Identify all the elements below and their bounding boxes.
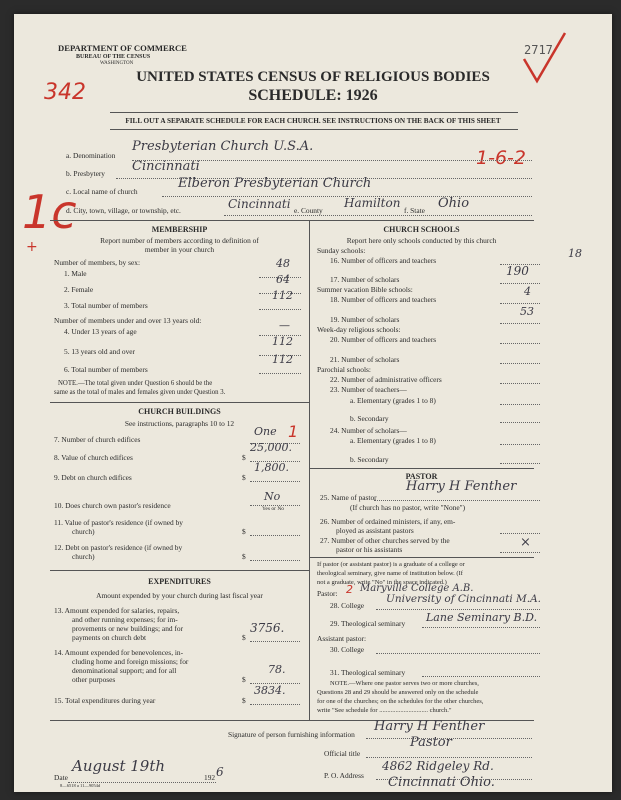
schools-intro: Report here only schools conducted by this church [346,236,497,245]
q5-label: 5. 13 years old and over [64,347,136,356]
county-label: e. County [294,206,323,215]
q10-hint: Yes or No [262,506,285,512]
q3-value: 112 [272,289,293,302]
city-label-d: d. City, town, village, or township, etc. [66,206,181,215]
red-plus-mark: + [26,239,38,255]
q6-label: 6. Total number of members [64,365,148,374]
q1-value: 48 [276,257,290,270]
date-label: Date [54,773,68,782]
red-code-right: 1-6-2 [476,147,526,169]
q25-note: (If church has no pastor, write "None") [350,503,466,512]
local-name-value: Elberon Presbyterian Church [178,176,372,191]
q24a-label: a. Elementary (grades 1 to 8) [350,436,436,445]
q19-label: 19. Number of scholars [330,315,400,324]
q7-red-value: 1 [288,422,299,441]
q24-label: 24. Number of scholars— [330,426,407,435]
q26-line-2: ployed as assistant pastors [336,526,414,535]
q30-label: 30. College [330,645,365,654]
q4-label: 4. Under 13 years of age [64,327,137,336]
city-label: WASHINGTON [100,61,134,66]
q10-value: No [264,490,281,503]
pastor-note-4: write "See schedule for .............................. church." [317,707,452,714]
q25-label: 25. Name of pastor [320,493,377,502]
q14-line-4: other purposes [72,675,116,684]
membership-intro-1: Report number of members according to definition of [100,236,259,245]
year-suffix: 6 [216,765,224,779]
address-label: P. O. Address [324,771,364,780]
state-value: Ohio [438,196,470,211]
q15-value: 3834. [254,684,286,697]
red-pastor-mark: 2 [346,583,353,596]
q18-value: 4 [524,285,531,298]
q29-value: Lane Seminary B.D. [426,611,538,624]
q12-label-1: 12. Debt on pastor's residence (if owned by [54,543,183,552]
q28-value-1: Maryville College A.B. [360,583,474,594]
pastor-note-2: Questions 28 and 29 should be answered only on the schedule [317,689,479,696]
membership-intro-2: member in your church [144,245,215,254]
q13-line-1: 13. Amount expended for salaries, repairs, [54,606,180,615]
q1-label: 1. Male [64,269,87,278]
grad-line-3: not a graduate, write "No" in the space indicated.) [317,579,447,586]
denomination-value: Presbyterian Church U.S.A. [132,139,314,154]
q13-line-3: provements or new buildings; and for [72,624,184,633]
pastor-note-1: NOTE.—Where one pastor serves two or more churches, [330,680,479,687]
address-line-2: Cincinnati Ohio. [388,775,495,790]
q20-label: 20. Number of officers and teachers [330,335,437,344]
q16-value: 18 [568,247,582,260]
q24b-label: b. Secondary [350,455,389,464]
q9-dollar: $ [242,473,246,482]
q22-label: 22. Number of administrative officers [330,375,442,384]
date-value: August 19th [72,757,166,775]
state-label: f. State [404,206,425,215]
q9-label: 9. Debt on church edifices [54,473,132,482]
assistant-sub-label: Assistant pastor: [317,634,367,643]
red-code: 342 [44,80,86,105]
expenditures-heading: EXPENDITURES [148,577,211,586]
q17-label: 17. Number of scholars [330,275,400,284]
q6-value: 112 [272,353,293,366]
q28-value-2: University of Cincinnati M.A. [386,593,542,605]
q12-label-2: church) [72,552,95,561]
q14-dollar: $ [242,675,246,684]
q7-value: One [254,425,277,438]
buildings-heading: CHURCH BUILDINGS [138,407,221,416]
form-title: UNITED STATES CENSUS OF RELIGIOUS BODIES [136,69,490,85]
signature-value: Harry H Fenther [374,719,485,734]
q9-value: 1,800. [254,461,289,474]
denomination-label: a. Denomination [66,151,116,160]
q11-label-1: 11. Value of pastor's residence (if owned by [54,518,183,527]
q11-label-2: church) [72,527,95,536]
official-title-value: Pastor [410,735,452,750]
grad-line-2: theological seminary, give name of institution below. (If [317,570,463,577]
pastor-heading: PASTOR [405,472,438,481]
instruction-line: FILL OUT A SEPARATE SCHEDULE FOR EACH CHURCH. SEE INSTRUCTIONS ON THE BACK OF THIS SHEET [125,117,501,125]
bureau-label: BUREAU OF THE CENSUS [76,54,151,60]
q13-line-2: and other running expenses; for im- [72,615,178,624]
q8-label: 8. Value of church edifices [54,453,133,462]
q21-label: 21. Number of scholars [330,355,400,364]
q19-value: 53 [520,305,534,318]
membership-note-1: NOTE.—The total given under Question 6 should be the [58,380,213,387]
q14-line-1: 14. Amount expended for benevolences, in- [54,648,184,657]
red-margin-mark: 1c [22,185,77,239]
q12-dollar: $ [242,552,246,561]
q11-dollar: $ [242,527,246,536]
census-form-sheet [14,14,612,792]
q28-label: 28. College [330,601,365,610]
q13-line-4: payments on church debt [72,633,147,642]
q26-line-1: 26. Number of ordained ministers, if any, em- [320,517,456,526]
sex-subheading: Number of members, by sex: [54,258,140,267]
q15-label: 15. Total expenditures during year [54,696,156,705]
q14-line-3: denominational support; and for all [72,666,177,675]
q16-label: 16. Number of officers and teachers [330,256,437,265]
q15-dollar: $ [242,696,246,705]
q8-value: 25,000. [250,441,292,454]
q23a-label: a. Elementary (grades 1 to 8) [350,396,436,405]
q4-value: — [279,319,290,332]
q13-dollar: $ [242,633,246,642]
q10-label: 10. Does church own pastor's residence [54,501,171,510]
membership-heading: MEMBERSHIP [151,225,208,234]
q23-label: 23. Number of teachers— [330,385,407,394]
q13-value: 3756. [250,621,285,635]
age-subheading: Number of members under and over 13 years old: [54,316,202,325]
q8-dollar: $ [242,453,246,462]
membership-note-2: same as the total of males and females given under Question 3. [54,389,226,396]
presbytery-label: b. Presbytery [66,169,105,178]
local-name-label: c. Local name of church [66,187,138,196]
q14-line-2: cluding home and foreign missions; for [72,657,189,666]
schedule-title: SCHEDULE: 1926 [248,87,378,104]
stamp-number: 2717 [524,43,553,57]
q2-label: 2. Female [64,285,94,294]
county-value: Hamilton [344,196,401,210]
q18-label: 18. Number of officers and teachers [330,295,437,304]
red-check-mark [519,29,569,89]
summer-subheading: Summer vacation Bible schools: [317,285,413,294]
schools-heading: CHURCH SCHOOLS [383,225,460,234]
grad-line-1: If pastor (or assistant pastor) is a graduate of a college or [317,561,465,568]
q23b-label: b. Secondary [350,414,389,423]
pastor-note-3: for one of the churches; on the schedules for the other churches, [317,698,484,705]
signature-label: Signature of person furnishing information [228,730,355,739]
sunday-subheading: Sunday schools: [317,246,366,255]
q5-value: 112 [272,335,293,348]
buildings-sub: See instructions, paragraphs 10 to 12 [124,419,235,428]
q29-label: 29. Theological seminary [330,619,406,628]
q27-line-1: 27. Number of other churches served by the [320,536,450,545]
q27-value: × [520,535,531,550]
pastor-sub-label: Pastor: [317,589,338,598]
city-value: Cincinnati [228,197,291,211]
q2-value: 64 [276,273,290,286]
year-prefix: 192 [204,773,216,782]
q3-label: 3. Total number of members [64,301,148,310]
address-line-1: 4862 Ridgeley Rd. [382,759,494,773]
q31-label: 31. Theological seminary [330,668,406,677]
presbytery-value: Cincinnati [132,159,200,174]
q17-value: 190 [506,264,529,278]
q14-value: 78. [268,663,286,676]
expenditures-sub: Amount expended by your church during last fiscal year [96,591,263,600]
q7-label: 7. Number of church edifices [54,435,141,444]
official-title-label: Official title [324,749,361,758]
q25-value: Harry H Fenther [406,479,517,494]
parochial-subheading: Parochial schools: [317,365,371,374]
form-code: 8—6518 a 11—9054d [60,783,101,788]
weekday-subheading: Week-day religious schools: [317,325,401,334]
q27-line-2: pastor or his assistants [336,545,403,554]
department-label: DEPARTMENT OF COMMERCE [58,43,187,53]
